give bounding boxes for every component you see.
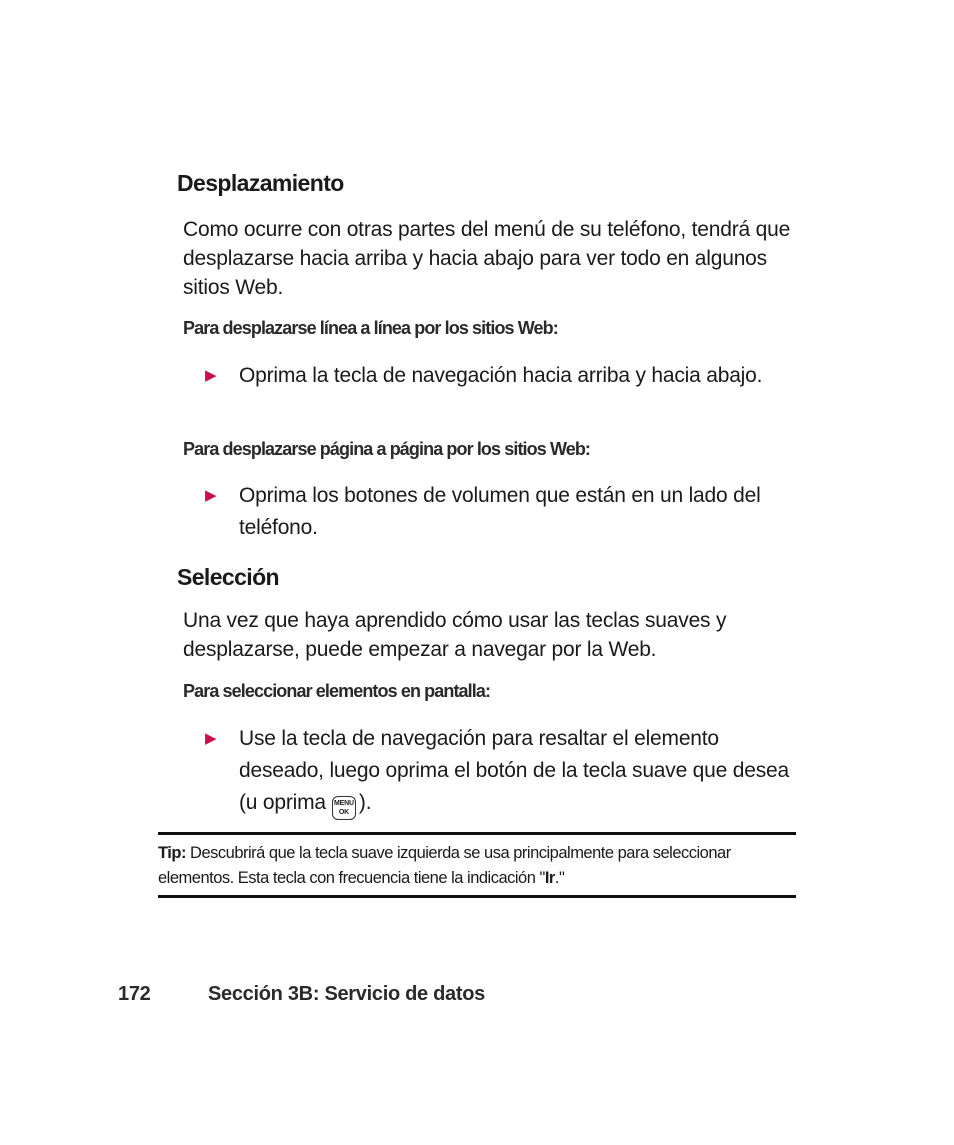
tip-box xyxy=(158,832,796,898)
subheading-linea-a-linea: Para desplazarse línea a línea por los sitios Web: xyxy=(183,318,558,338)
paragraph-seleccion: Una vez que haya aprendido cómo usar las teclas suaves y desplazarse, puede empezar a navegar por la Web. xyxy=(183,609,727,661)
subheading-seleccionar: Para seleccionar elementos en pantalla: xyxy=(183,681,491,701)
tip-body: Descubrirá que la tecla suave izquierda se usa principalmente para seleccionar elementos. Esta tecla con frecuencia tiene la indicación " xyxy=(158,844,731,887)
page-footer xyxy=(118,983,485,1006)
bullet-text: Oprima los botones de volumen que están en un lado del teléfono. xyxy=(239,484,761,539)
tip-bold: Ir xyxy=(544,869,555,887)
bullet-text xyxy=(239,723,795,820)
tip-end: ." xyxy=(554,869,565,887)
page-number: 172 xyxy=(118,983,151,1005)
list-item xyxy=(205,360,795,392)
bullet-text: Oprima la tecla de navegación hacia arriba y hacia abajo. xyxy=(239,364,763,387)
section-heading-desplazamiento: Desplazamiento xyxy=(177,170,344,196)
section-heading-seleccion: Selección xyxy=(177,564,279,590)
tip-label: Tip: xyxy=(158,844,186,862)
paragraph-desplazamiento: Como ocurre con otras partes del menú de su teléfono, tendrá que desplazarse hacia arriba y hacia abajo para ver todo en algunos sitios Web. xyxy=(183,218,791,299)
list-item xyxy=(205,480,795,544)
menu-ok-key-icon xyxy=(332,796,356,820)
bullet-text-before: Use la tecla de navegación para resaltar el elemento deseado, luego oprima el botón de la tecla suave que desea (u oprima xyxy=(239,727,789,814)
bullet-arrow-icon: ▶ xyxy=(205,367,217,384)
list-item xyxy=(205,723,795,820)
bullet-arrow-icon: ▶ xyxy=(205,487,217,504)
bullet-arrow-icon: ▶ xyxy=(205,730,217,747)
section-title: Sección 3B: Servicio de datos xyxy=(208,983,485,1005)
tip-text xyxy=(158,841,796,891)
bullet-text-after: ). xyxy=(358,791,372,814)
subheading-pagina-a-pagina: Para desplazarse página a página por los sitios Web: xyxy=(183,439,591,459)
key-top-label: MENU xyxy=(334,800,354,807)
key-bottom-label: OK xyxy=(338,809,349,816)
